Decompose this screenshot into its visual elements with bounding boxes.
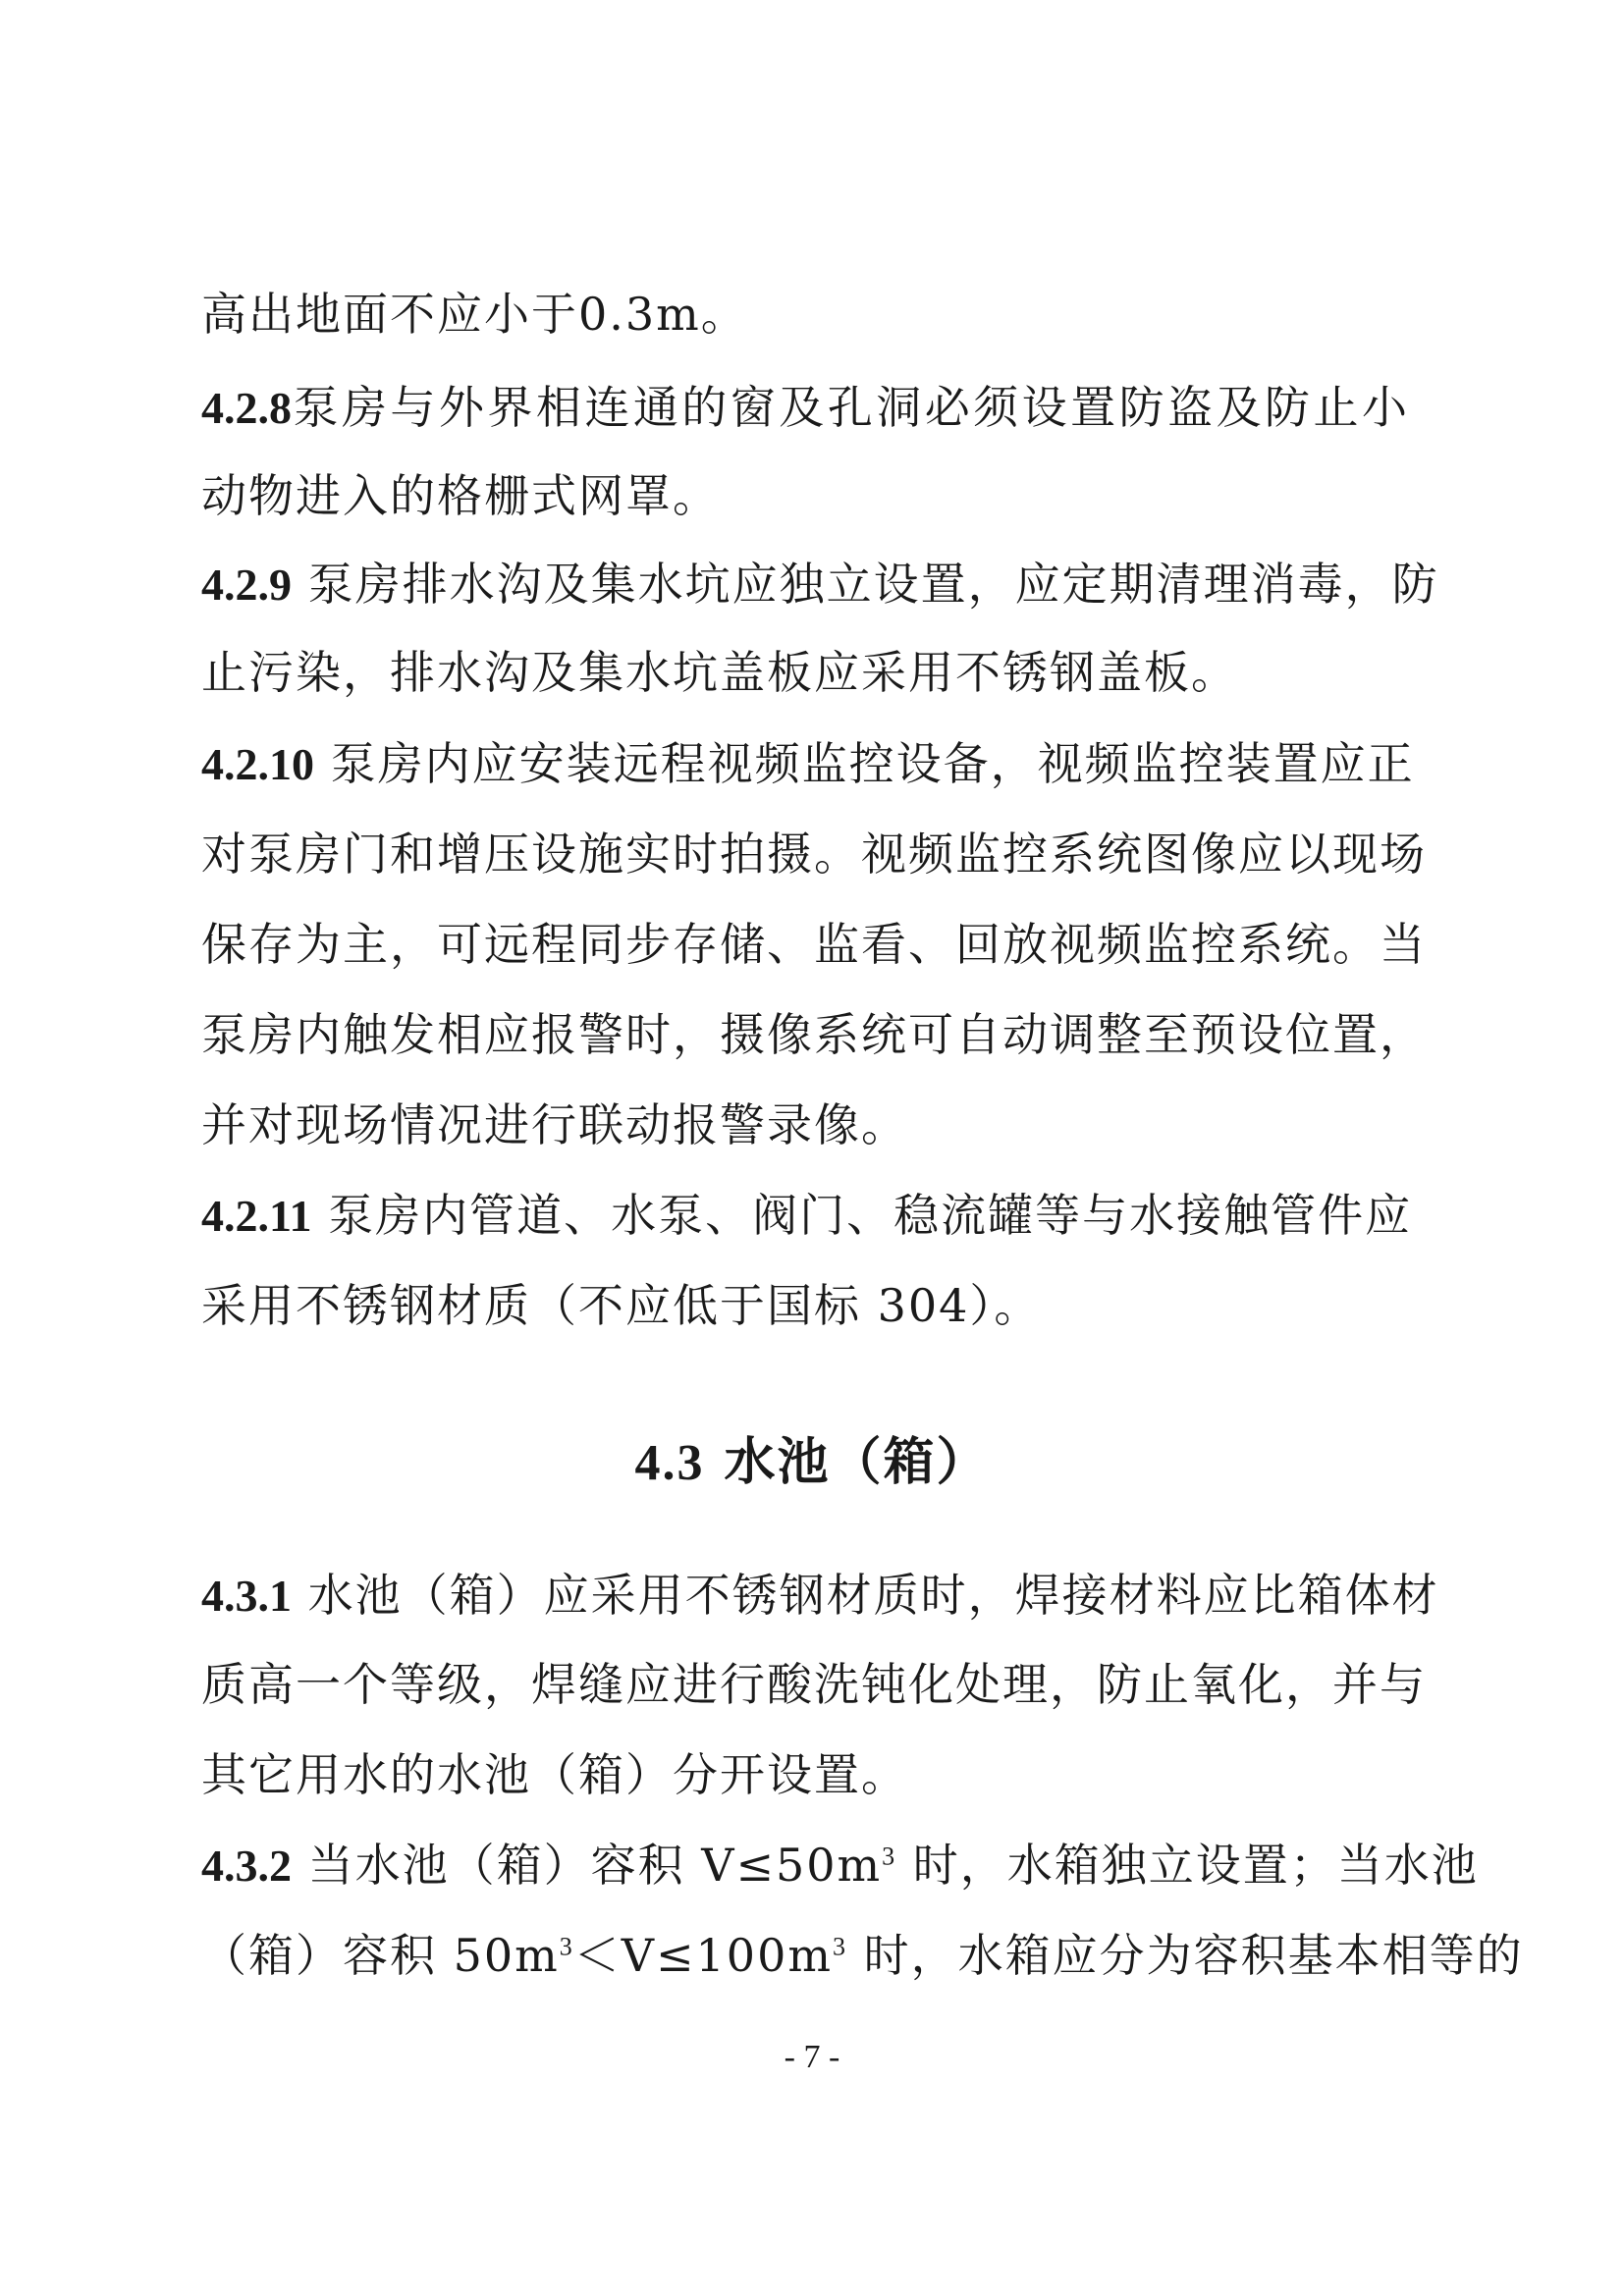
line-text: 采用不锈钢材质（不应低于国标 304）。 xyxy=(201,1279,1042,1332)
section-heading xyxy=(0,1428,1624,1498)
line-text: 动物进入的格栅式网罩。 xyxy=(201,469,720,522)
line-text: 水池（箱）应采用不锈钢材质时，焊接材料应比箱体材 xyxy=(292,1569,1439,1622)
paragraph-line xyxy=(201,1095,1409,1154)
line-text: 保存为主，可远程同步存储、监看、回放视频监控系统。当 xyxy=(201,918,1427,971)
paragraph-line xyxy=(201,915,1427,974)
paragraph-line xyxy=(201,643,1409,702)
line-text: 质高一个等级，焊缝应进行酸洗钝化处理，防止氧化，并与 xyxy=(201,1658,1427,1711)
paragraph-line xyxy=(201,1745,1409,1804)
line-text: 泵房内管道、水泵、阀门、稳流罐等与水接触管件应 xyxy=(311,1189,1413,1242)
page-number: - 7 - xyxy=(784,2039,840,2075)
superscript: 3 xyxy=(559,1932,574,1961)
section-number: 4.3 xyxy=(634,1435,705,1491)
paragraph-line xyxy=(201,1655,1427,1714)
paragraph-line xyxy=(201,825,1427,883)
clause-4-3-1-line xyxy=(201,1566,1439,1626)
line-text: 当水池（箱）容积 V≤50m xyxy=(292,1839,883,1892)
clause-number: 4.3.1 xyxy=(201,1571,292,1621)
line-text: 其它用水的水池（箱）分开设置。 xyxy=(201,1748,908,1801)
line-text: 泵房排水沟及集水坑应独立设置，应定期清理消毒，防 xyxy=(292,558,1439,611)
line-text: ＜V≤100m xyxy=(573,1929,833,1982)
line-text: 泵房内应安装远程视频监控设备，视频监控装置应正 xyxy=(314,737,1415,790)
clause-4-2-10-line xyxy=(201,734,1415,794)
line-text: 高出地面不应小于0.3m。 xyxy=(201,288,748,341)
clause-number: 4.2.11 xyxy=(201,1191,312,1241)
line-text: 时，水箱独立设置；当水池 xyxy=(896,1839,1479,1892)
paragraph-line xyxy=(201,1276,1409,1335)
paragraph-line xyxy=(201,285,1409,344)
paragraph-line xyxy=(201,1005,1427,1064)
line-text: 泵房内触发相应报警时，摄像系统可自动调整至预设位置， xyxy=(201,1008,1427,1061)
paragraph-line xyxy=(201,1926,1524,1985)
line-text: 对泵房门和增压设施实时拍摄。视频监控系统图像应以现场 xyxy=(201,828,1427,881)
clause-4-2-11-line xyxy=(201,1186,1413,1246)
superscript: 3 xyxy=(882,1842,897,1871)
line-text: 泵房与外界相连通的窗及孔洞必须设置防盗及防止小 xyxy=(292,381,1409,434)
clause-number: 4.3.2 xyxy=(201,1841,292,1891)
line-text: 时，水箱应分为容积基本相等的 xyxy=(846,1929,1524,1982)
clause-number: 4.2.8 xyxy=(201,383,292,433)
clause-4-2-9-line xyxy=(201,555,1439,614)
clause-number: 4.2.10 xyxy=(201,739,314,789)
line-text: 并对现场情况进行联动报警录像。 xyxy=(201,1098,908,1151)
clause-number: 4.2.9 xyxy=(201,560,292,610)
paragraph-line xyxy=(201,466,1409,525)
line-text: （箱）容积 50m xyxy=(201,1929,560,1982)
clause-4-2-8-line xyxy=(201,378,1409,438)
superscript: 3 xyxy=(832,1932,847,1961)
line-text: 止污染，排水沟及集水坑盖板应采用不锈钢盖板。 xyxy=(201,646,1238,699)
section-title: 水池（箱） xyxy=(704,1432,990,1492)
clause-4-3-2-line xyxy=(201,1836,1479,1896)
